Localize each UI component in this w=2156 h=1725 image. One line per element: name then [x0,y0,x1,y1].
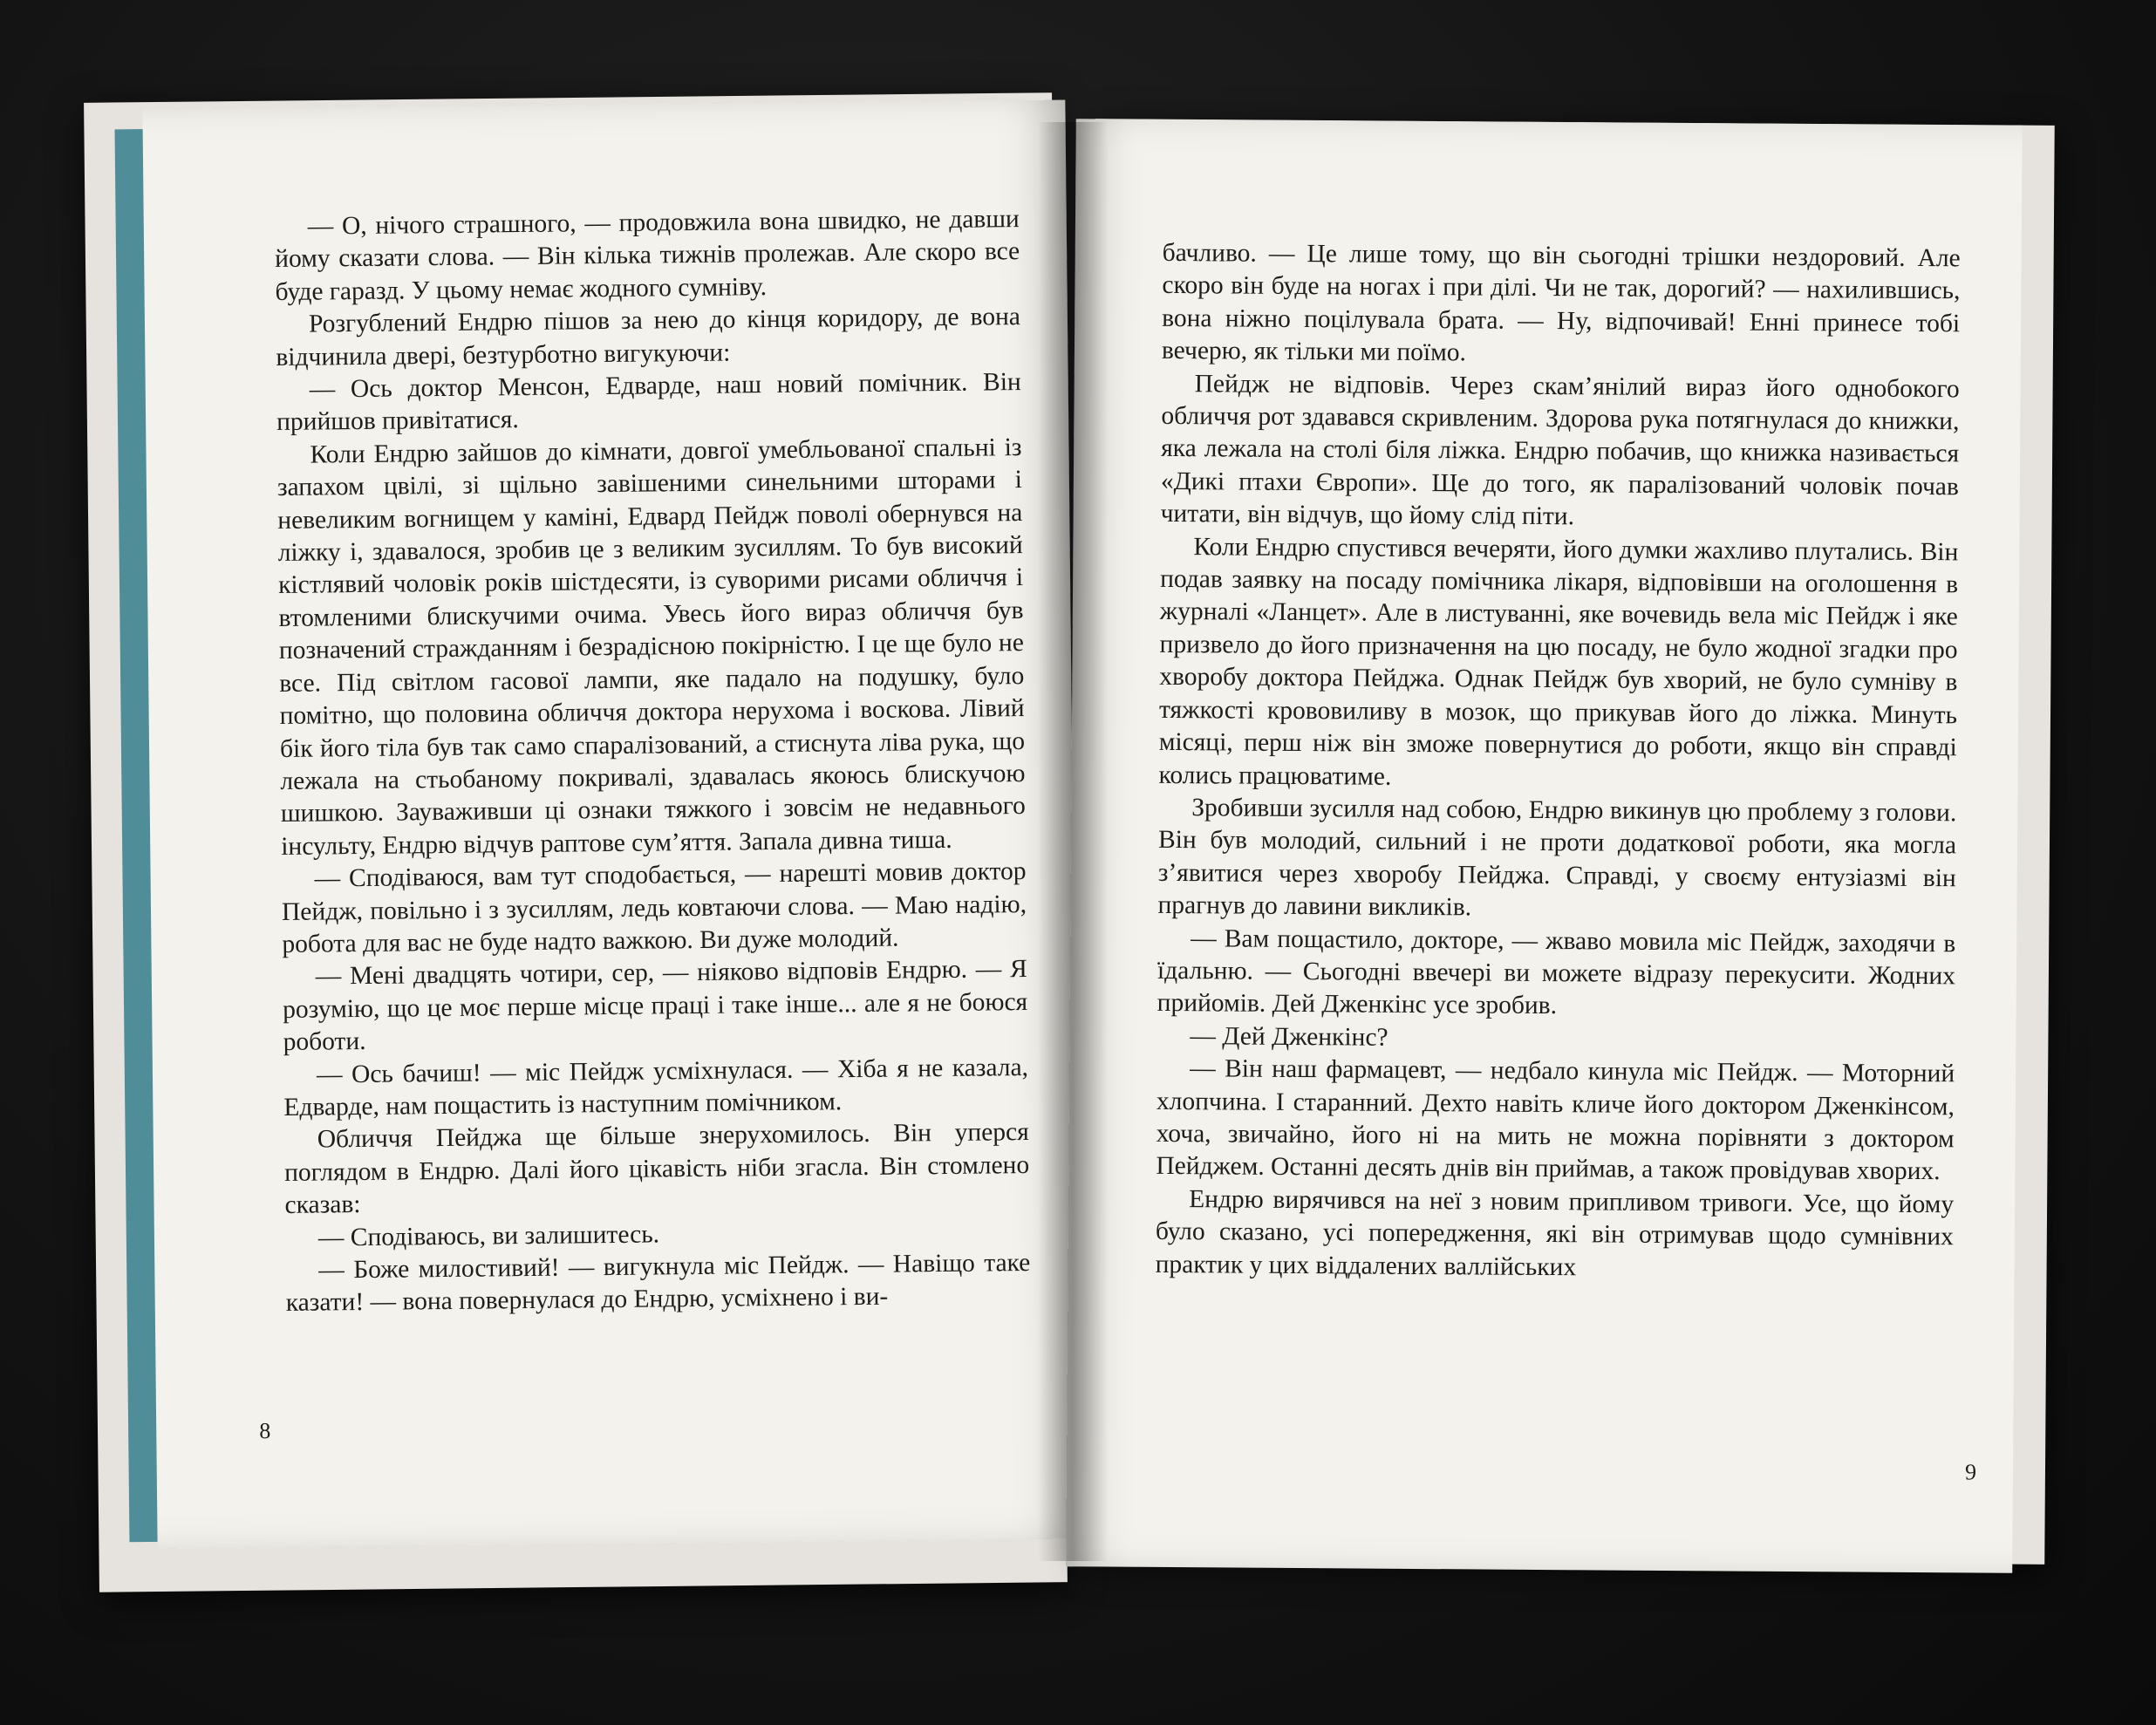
paragraph: Обличчя Пейджа ще більше знерухомилось. Він уперся поглядом в Ендрю. Далі його цікавість ніби згасла. Він стомлено сказав: [283,1118,1030,1220]
page-number-right: 9 [1964,1459,1977,1485]
paragraph: — Ось бачиш! — міс Пейдж усміхнулася. — Хіба я не казала, Едварде, нам пощастить із наступним помічником. [283,1053,1029,1122]
paragraph: — Вам пощастило, докторе, — жваво мовила міс Пейдж, заходячи в їдальню. — Сьогодні ввечері ви можете відразу перекусити. Жодних прийомів. Дей Дженкінс усе зробив. [1156,924,1956,1020]
left-page [142,100,1080,1549]
paragraph: Розгублений Ендрю пішов за нею до кінця коридору, де вона відчинила двері, безтурботно вигукуючи: [276,303,1021,372]
paragraph: — Ось доктор Менсон, Едварде, наш новий помічник. Він прийшов привітатися. [276,368,1021,437]
right-page [1066,119,2023,1573]
paragraph: — Дей Дженкінс? [1190,1021,1388,1052]
paragraph: — Він наш фармацевт, — недбало кинула міс Пейдж. — Моторний хлопчина. І старанний. Дехто навіть кличе його доктором Дженкінсом, хоча, звичайно, його ні на мить не можна порівняти з доктором Пейджем. Останні десять днів він приймав, а також провідував хворих. [1156,1054,1955,1186]
right-page-text [1156,237,1961,1286]
paragraph: — О, нічого страшного, — продовжила вона швидко, не давши йому сказати слова. — Він кілька тижнів пролежав. Але скоро все буде гаразд. У цьому немає жодного сумніву. [275,205,1020,306]
paragraph: Коли Ендрю зайшов до кімнати, довгої умебльованої спальні із запахом цвілі, зі щільно завішеними синельними шторами і невеликим вогнищем у каміні, Едвард Пейдж поволі обернувся на ліжку і, здавалося, зробив це з великим зусиллям. То був високий кістлявий чоловік років шістдесяти, із суворими рисами обличчя і втомленими блискучими очима. Увесь його вираз обличчя був позначений стражданням і безрадісною покірністю. І це ще було не все. Під світлом гасової лампи, яке падало на подушку, було помітно, що половина обличчя доктора нерухома і воскова. Лівий бік його тіла був так само спаралізований, а стиснута ліва рука, що лежала на стьобаному покривалі, здавалась якоюсь блискучою шишкою. Зауваживши ці ознаки тяжкого і зовсім не недавнього інсульту, Ендрю відчув раптове сум’яття. Запала дивна тиша. [276,433,1026,861]
paragraph: — Сподіваюсь, ви залишитесь. [317,1220,660,1252]
paragraph: — Боже милостивий! — вигукнула міс Пейдж. — Навіщо таке казати! — вона повернулася до Ендрю, усміхнено і ви- [285,1248,1031,1318]
paragraph: — Сподіваюся, вам тут сподобається, — нарешті мовив доктор Пейдж, повільно і з зусиллям, ледь ковтаючи слова. — Маю надію, робота для вас не буде надто важкою. Ви дуже молодий. [281,857,1027,958]
page-number-left: 8 [259,1418,271,1444]
paragraph: Ендрю вирячився на неї з новим припливом тривоги. Усе, що йому було сказано, усі попередження, які він отримував щодо сумнівних практик у цих віддалених валлійських [1155,1184,1955,1281]
paragraph: Зробивши зусилля над собою, Ендрю викинув цю проблему з голови. Він був молодий, сильний і не проти додаткової роботи, яка могла з’явитися через хворобу Пейджа. Справді, у своєму ентузіазмі він прагнув до лавини викликів. [1157,794,1957,922]
paragraph: бачливо. — Це лише тому, що він сьогодні трішки нездоровий. Але скоро він буде на ногах і при ділі. Чи не так, дорогий? — нахилившись, вона ніжно поцілувала брата. — Ну, відпочивай! Енні принесе тобі вечерю, як тільки ми поїмо. [1161,238,1961,367]
paragraph: Коли Ендрю спустився вечеряти, його думки жахливо плутались. Він подав заявку на посаду помічника лікаря, відповівши на оголошення в журналі «Ланцет». Але в листуванні, яке вочевидь вела міс Пейдж і яке призвело до його призначення на цю посаду, не було жодної згадки про хворобу доктора Пейджа. Однак Пейдж був хворий, не було сумніву в тяжкості крововиливу в мозок, що прикував його до ліжка. Минуть місяці, перш ніж він зможе повернутися до роботи, якщо він справді колись працюватиме. [1158,532,1959,791]
left-page-text [275,203,1031,1320]
paragraph: — Мені двадцять чотири, сер, — ніяково відповів Ендрю. — Я розумію, що це моє перше місце праці і таке інше... але я не боюся роботи. [283,955,1028,1057]
paragraph: Пейдж не відповів. Через скам’янілий вираз його однобокого обличчя рот здавався скривленим. Здорова рука потягнулася до книжки, яка лежала на столі біля ліжка. Ендрю побачив, що книжка називається «Дикі птахи Європи». Ще до того, як паралізований чоловік почав читати, він відчув, що йому слід піти. [1160,369,1960,531]
